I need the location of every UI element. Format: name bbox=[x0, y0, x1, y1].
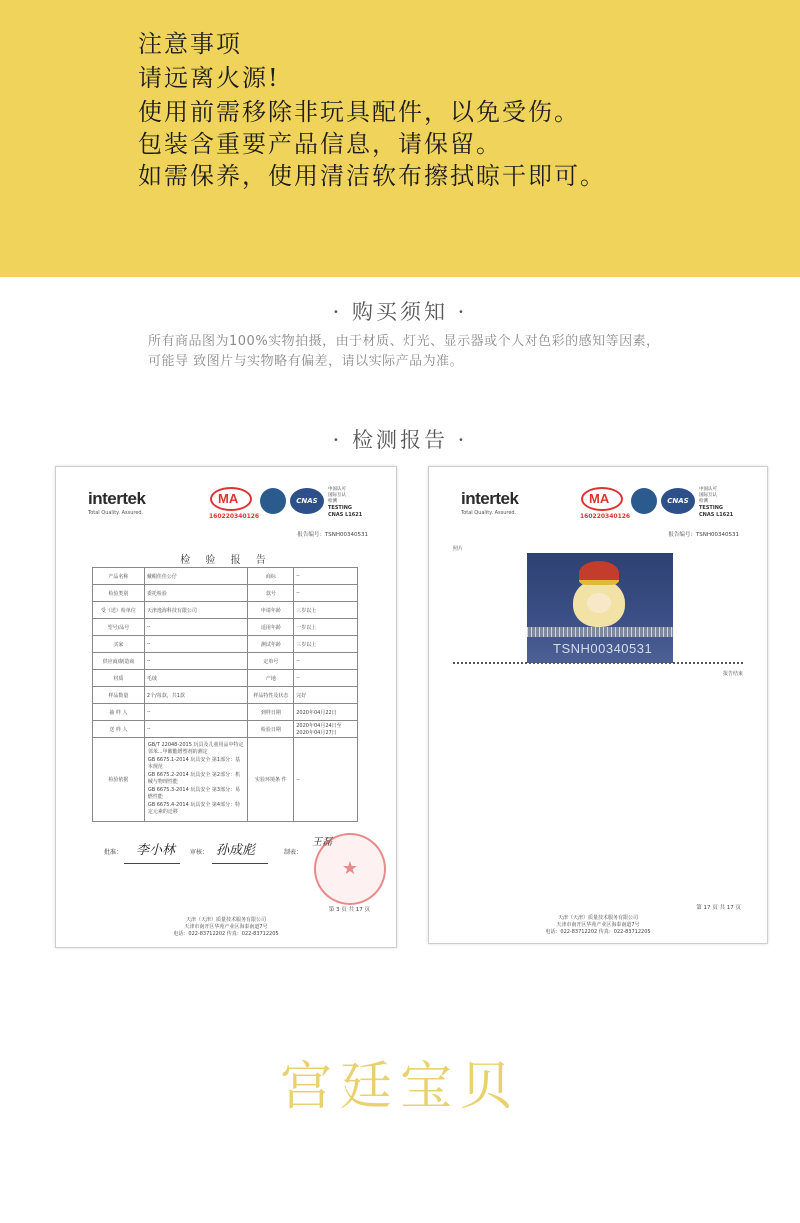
notice-banner bbox=[0, 0, 800, 277]
table-cell: 定单号 bbox=[248, 653, 294, 670]
purchase-line: 可能导 致图片与实物略有偏差，请以实际产品为准。 bbox=[148, 354, 464, 369]
report-footer bbox=[429, 915, 767, 936]
ma-text: MA bbox=[589, 491, 610, 506]
ma-text: MA bbox=[218, 491, 239, 506]
table-cell: 抽 样 人 bbox=[93, 704, 145, 721]
brand-tagline: Total Quality. Assured. bbox=[461, 510, 517, 516]
ma-number: 160220340126 bbox=[580, 513, 631, 520]
footer-line: 电话：022-83712202 传真：022-83712205 bbox=[545, 929, 651, 935]
table-cell: 申请年龄 bbox=[248, 602, 294, 619]
report-end: 报告结束 bbox=[722, 671, 743, 677]
table-cell: 三岁以上 bbox=[294, 636, 358, 653]
toy-hat bbox=[579, 561, 619, 585]
basis-label: 检验依据 bbox=[93, 738, 145, 822]
inspection-report-page-3 bbox=[55, 466, 397, 948]
basis-item: GB 6675.1-2014 玩具安全 第1部分：基本规范 bbox=[147, 757, 241, 770]
table-cell: -- bbox=[294, 585, 358, 602]
company-seal bbox=[314, 833, 386, 905]
intertek-logo bbox=[88, 489, 145, 516]
table-cell: -- bbox=[144, 653, 248, 670]
notice-line: 请远离火源! bbox=[138, 64, 280, 92]
table-cell: 委托检验 bbox=[144, 585, 248, 602]
page-number: 第 17 页 共 17 页 bbox=[696, 905, 741, 911]
table-row bbox=[93, 602, 358, 619]
inspection-heading: · 检测报告 · bbox=[332, 428, 468, 452]
table-cell: 2个/每款，共1款 bbox=[144, 687, 248, 704]
signature-line bbox=[212, 863, 268, 864]
table-cell: 三岁以上 bbox=[294, 602, 358, 619]
sample-photo bbox=[527, 553, 673, 663]
table-cell: -- bbox=[144, 619, 248, 636]
table-cell: 一岁以上 bbox=[294, 619, 358, 636]
footer-line: 天津市南开区华苑产业区海泰南道7号 bbox=[184, 924, 268, 930]
footer-line: 天津（天津）质量技术服务有限公司 bbox=[557, 915, 638, 921]
footer-line: 天津（天津）质量技术服务有限公司 bbox=[185, 917, 266, 923]
notice-line: 包装含重要产品信息，请保留。 bbox=[138, 130, 502, 158]
purchase-line: 所有商品图为100%实物拍摄，由于材质、灯光、显示器或个人对色彩的感知等因素， bbox=[148, 334, 660, 349]
table-cell: 样品数量 bbox=[93, 687, 145, 704]
table-cell: 天津逸海科技有限公司 bbox=[144, 602, 248, 619]
basis-list bbox=[144, 738, 248, 822]
table-row bbox=[93, 619, 358, 636]
table-row bbox=[93, 687, 358, 704]
purchase-text bbox=[148, 332, 708, 372]
table-cell: 完好 bbox=[294, 687, 358, 704]
maker-label: 制表： bbox=[284, 849, 303, 856]
table-row bbox=[93, 585, 358, 602]
table-row bbox=[93, 636, 358, 653]
seal-star-icon: ★ bbox=[341, 858, 359, 879]
ma-number: 160220340126 bbox=[209, 513, 260, 520]
brand-footer-logo: 宫廷宝贝 bbox=[279, 1057, 520, 1117]
inspection-report-page-17 bbox=[428, 466, 768, 944]
brand-name: intertek bbox=[88, 489, 146, 508]
certification-logos bbox=[210, 487, 380, 523]
table-cell: -- bbox=[294, 568, 358, 585]
table-cell: 检验类别 bbox=[93, 585, 145, 602]
cnas-text bbox=[699, 487, 733, 519]
table-cell: 2020年04月24日至 2020年04月27日 bbox=[294, 721, 358, 738]
table-cell: -- bbox=[294, 670, 358, 687]
table-cell: 产品名称 bbox=[93, 568, 145, 585]
report-footer bbox=[56, 917, 396, 938]
approver-label: 批准： bbox=[104, 849, 123, 856]
dotted-divider bbox=[453, 662, 743, 664]
table-cell: 检验日期 bbox=[248, 721, 294, 738]
table-cell: 送 样 人 bbox=[93, 721, 145, 738]
report-title: 检 验 报 告 bbox=[180, 555, 272, 566]
table-cell: 供应商/制造商 bbox=[93, 653, 145, 670]
table-cell: -- bbox=[144, 704, 248, 721]
cnas-text-cn: 中国认可 国际互认 检测 bbox=[328, 487, 346, 504]
photo-caption: TSNH00340531 bbox=[553, 641, 653, 656]
toy-face bbox=[587, 593, 611, 613]
table-row bbox=[93, 568, 358, 585]
maker-signature: 王磊 bbox=[312, 837, 332, 848]
report-number: 报告编号：TSNH00340531 bbox=[668, 532, 739, 538]
env-value: -- bbox=[294, 738, 358, 822]
table-cell: 商标 bbox=[248, 568, 294, 585]
table-row bbox=[93, 738, 358, 822]
table-cell: 受（送）检单位 bbox=[93, 602, 145, 619]
table-cell: 型号/品号 bbox=[93, 619, 145, 636]
measuring-ruler bbox=[527, 627, 673, 637]
cnas-code: CNAS L1621 bbox=[328, 512, 363, 518]
approver-signature: 李小林 bbox=[136, 843, 176, 858]
table-cell: 适用年龄 bbox=[248, 619, 294, 636]
table-cell: 买家 bbox=[93, 636, 145, 653]
cnas-code: CNAS L1621 bbox=[699, 512, 734, 518]
cma-logo bbox=[581, 487, 623, 511]
cnas-testing: TESTING bbox=[328, 505, 352, 511]
notice-title: 注意事项 bbox=[138, 30, 242, 58]
cma-logo bbox=[210, 487, 252, 511]
reviewer-signature: 孙成彪 bbox=[216, 843, 256, 858]
inspection-table bbox=[92, 567, 358, 822]
cnas-testing: TESTING bbox=[699, 505, 723, 511]
reviewer-label: 审核： bbox=[190, 849, 209, 856]
env-label: 实验环境条 件 bbox=[248, 738, 294, 822]
table-cell: 毛绒 bbox=[144, 670, 248, 687]
table-row bbox=[93, 704, 358, 721]
table-row bbox=[93, 670, 358, 687]
signature-line bbox=[124, 863, 180, 864]
brand-tagline: Total Quality. Assured. bbox=[88, 510, 144, 516]
table-cell: 2020年04月22日 bbox=[294, 704, 358, 721]
cnas-text-cn: 中国认可 国际互认 检测 bbox=[699, 487, 717, 504]
photo-label: 照片 bbox=[453, 546, 464, 552]
table-cell: -- bbox=[144, 721, 248, 738]
ilac-mra-logo bbox=[260, 488, 286, 514]
intertek-logo bbox=[461, 489, 518, 516]
cnas-text bbox=[328, 487, 362, 519]
table-cell: 测试年龄 bbox=[248, 636, 294, 653]
table-row bbox=[93, 653, 358, 670]
footer-line: 天津市南开区华苑产业区海泰南道7号 bbox=[556, 922, 640, 928]
footer-line: 电话：022-83712202 传真：022-83712205 bbox=[173, 931, 279, 937]
notice-line: 如需保养，使用清洁软布擦拭晾干即可。 bbox=[138, 162, 606, 190]
certification-logos bbox=[581, 487, 751, 523]
cnas-logo: CNAS bbox=[290, 488, 324, 514]
basis-item: GB 6675.4-2014 玩具安全 第4部分：特定元素的迁移 bbox=[147, 802, 241, 815]
table-cell: -- bbox=[144, 636, 248, 653]
table-cell: 产地 bbox=[248, 670, 294, 687]
table-cell: 戴帽佳佳公仔 bbox=[144, 568, 248, 585]
page-number: 第 3 页 共 17 页 bbox=[328, 907, 370, 913]
table-cell: 材质 bbox=[93, 670, 145, 687]
table-cell: 到样日期 bbox=[248, 704, 294, 721]
table-row bbox=[93, 721, 358, 738]
basis-item: GB 6675.2-2014 玩具安全 第2部分：机械与物理性能 bbox=[147, 772, 241, 785]
basis-item: GB 6675.3-2014 玩具安全 第3部分：易燃性能 bbox=[147, 787, 241, 800]
purchase-heading: · 购买须知 · bbox=[332, 300, 468, 324]
report-number: 报告编号：TSNH00340531 bbox=[297, 532, 368, 538]
basis-item: GB/T 22048-2015 玩具及儿童用品中特定邻苯...甲酸酯增塑剂的测定 bbox=[147, 742, 244, 755]
table-cell: 样品特性及状态 bbox=[248, 687, 294, 704]
brand-name: intertek bbox=[461, 489, 519, 508]
table-cell: 款号 bbox=[248, 585, 294, 602]
ilac-mra-logo bbox=[631, 488, 657, 514]
cnas-logo: CNAS bbox=[661, 488, 695, 514]
table-cell: -- bbox=[294, 653, 358, 670]
notice-line: 使用前需移除非玩具配件，以免受伤。 bbox=[138, 98, 580, 126]
